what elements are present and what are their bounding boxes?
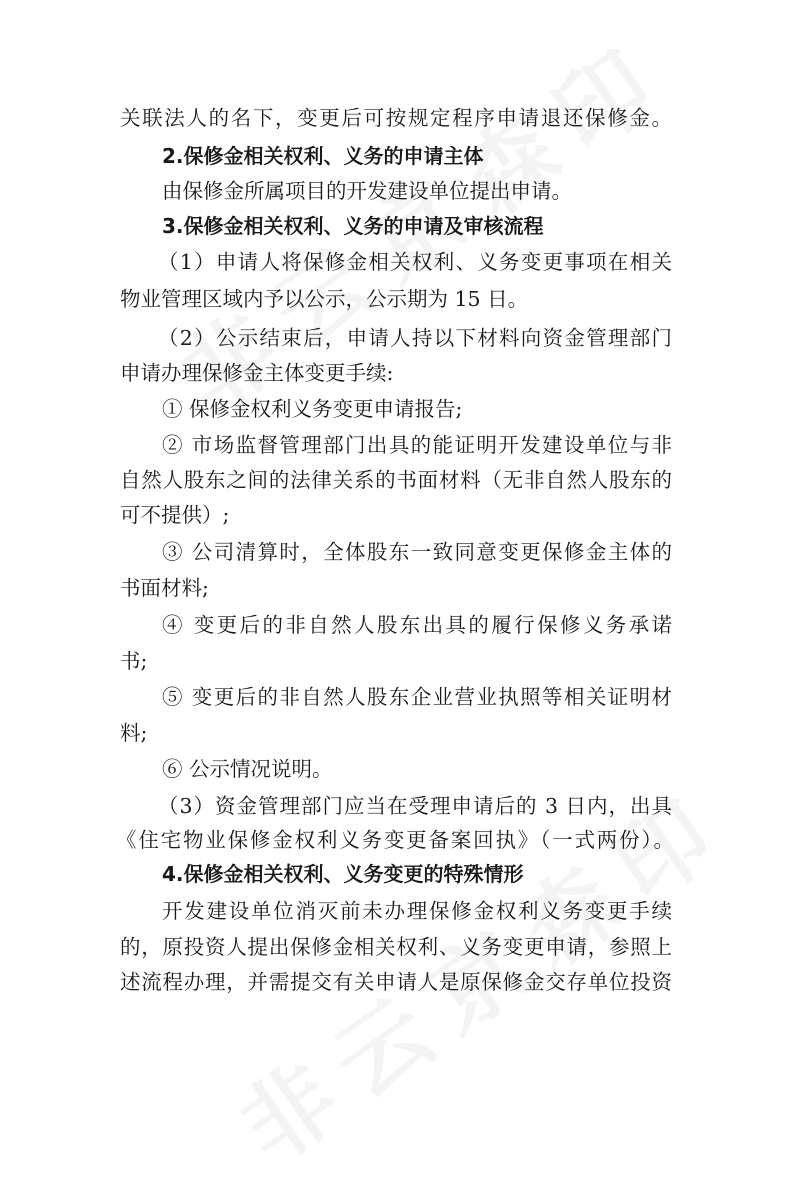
section-heading-3 [0,208,793,244]
list-item [0,751,793,787]
text-line-content: 书面材料; [120,576,209,600]
text-line [0,929,793,965]
text-line-content: 的，原投资人提出保修金相关权利、义务变更申请，参照上 [120,935,672,959]
text-line-content: 由保修金所属项目的开发建设单位提出申请。 [162,179,572,203]
text-line [0,964,793,1000]
text-line [0,462,793,498]
text-line [0,497,793,533]
text-line-content: 料; [120,721,148,745]
text-line-content: （3）资金管理部门应当在受理申请后的 3 日内，出具 [158,794,672,818]
text-line [0,320,793,356]
section-heading-text: 2.保修金相关权利、义务的申请主体 [162,144,484,168]
text-line [0,788,793,824]
list-item-text: ⑤ 变更后的非自然人股东企业营业执照等相关证明材 [162,685,672,709]
list-item-text: ③ 公司清算时，全体股东一致同意变更保修金主体的 [162,540,672,564]
list-item-text: ④ 变更后的非自然人股东出具的履行保修义务承诺 [162,613,672,637]
text-line [0,100,793,136]
section-heading-text: 4.保修金相关权利、义务变更的特殊情形 [162,862,524,886]
text-line [0,570,793,606]
text-line-content: 物业管理区域内予以公示，公示期为 15 日。 [120,287,529,311]
text-line-content: 书; [120,649,148,673]
text-line-content: （2）公示结束后，申请人持以下材料向资金管理部门 [158,326,672,350]
list-item [0,534,793,570]
text-line [0,244,793,280]
section-heading-text: 3.保修金相关权利、义务的申请及审核流程 [162,214,544,238]
text-line [0,715,793,751]
text-line-content: （1）申请人将保修金相关权利、义务变更事项在相关 [158,250,672,274]
list-item-text: ① 保修金权利义务变更申请报告; [162,397,463,421]
list-item [0,427,793,463]
text-line-content: 申请办理保修金主体变更手续: [120,361,394,385]
text-line [0,173,793,209]
text-line [0,355,793,391]
text-line [0,643,793,679]
text-line-content: 述流程办理，并需提交有关申请人是原保修金交存单位投资 [120,970,672,994]
list-item-text: ② 市场监督管理部门出具的能证明开发建设单位与非 [162,433,672,457]
text-line-content: 关联法人的名下，变更后可按规定程序申请退还保修金。 [120,106,672,130]
section-heading-2 [0,138,793,174]
text-line-content: 自然人股东之间的法律关系的书面材料（无非自然人股东的 [120,468,672,492]
text-line-content: 《住宅物业保修金权利义务变更备案回执》（一式两份）。 [116,828,674,852]
list-item-text: ⑥ 公示情况说明。 [162,757,333,781]
text-line [0,822,793,858]
text-line-content: 开发建设单位消灭前未办理保修金权利义务变更手续 [162,899,672,923]
list-item [0,679,793,715]
section-heading-4 [0,856,793,892]
list-item [0,607,793,643]
list-item [0,391,793,427]
text-line [0,281,793,317]
text-line-content: 可不提供）; [120,503,230,527]
text-line [0,893,793,929]
